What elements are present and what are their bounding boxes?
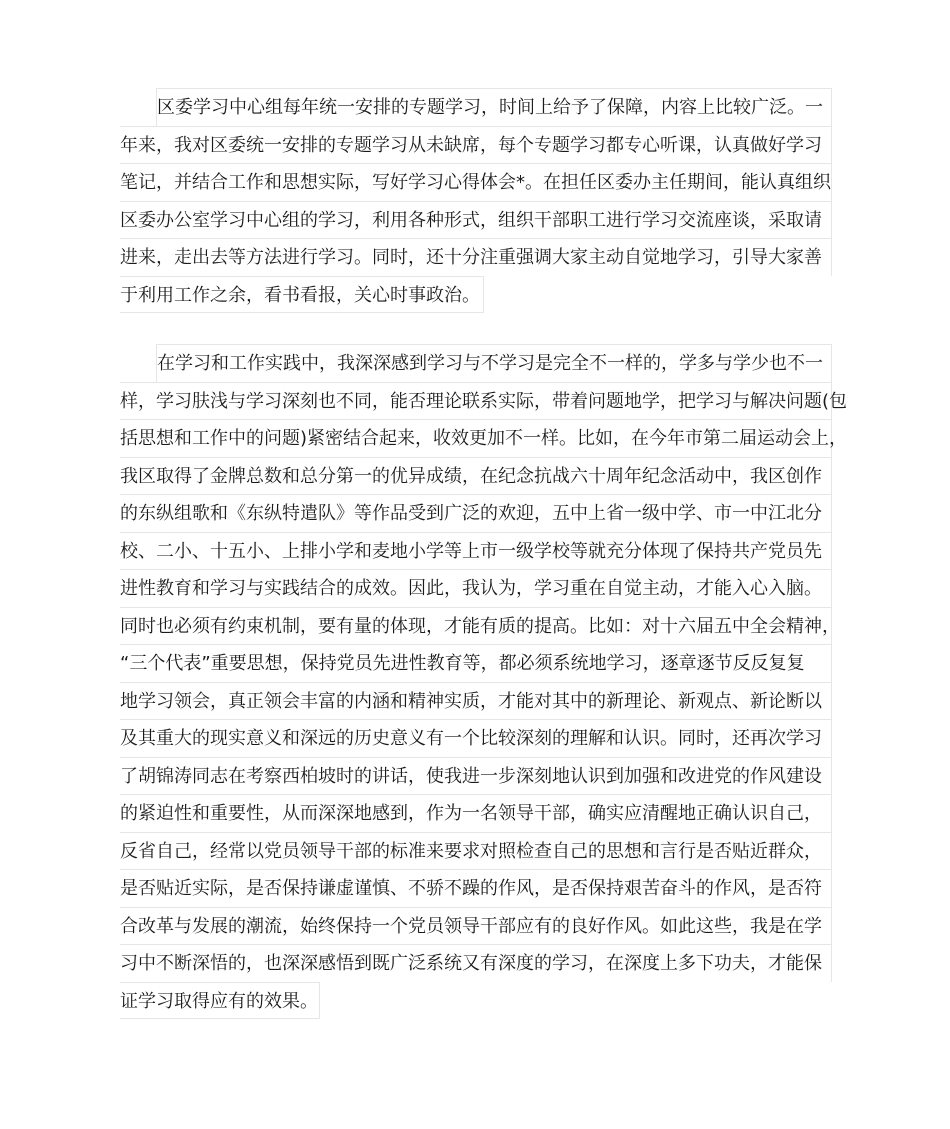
- text-line: 括思想和工作中的问题)紧密结合起来，收效更加不一样。比如，在今年市第二届运动会上，: [120, 419, 832, 457]
- text-line: 的紧迫性和重要性，从而深深地感到，作为一名领导干部，确实应清醒地正确认识自己，: [120, 794, 832, 832]
- text-line: 样，学习肤浅与学习深刻也不同，能否理论联系实际，带着问题地学，把学习与解决问题(包: [120, 382, 832, 420]
- text-line: 进来，走出去等方法进行学习。同时，还十分注重强调大家主动自觉地学习，引导大家善: [120, 238, 832, 276]
- text-line: 于利用工作之余，看书看报，关心时事政治。: [120, 276, 484, 314]
- text-line: 进性教育和学习与实践结合的成效。因此，我认为，学习重在自觉主动，才能入心入脑。: [120, 569, 832, 607]
- text-line: 区委学习中心组每年统一安排的专题学习，时间上给予了保障，内容上比较广泛。一: [156, 88, 832, 126]
- text-line: 地学习领会，真正领会丰富的内涵和精神实质，才能对其中的新理论、新观点、新论断以: [120, 682, 832, 720]
- text-line: 同时也必须有约束机制，要有量的体现，才能有质的提高。比如：对十六届五中全会精神，: [120, 607, 832, 645]
- paragraph-2: [120, 344, 848, 1019]
- text-line: 及其重大的现实意义和深远的历史意义有一个比较深刻的理解和认识。同时，还再次学习: [120, 719, 832, 757]
- text-line: 证学习取得应有的效果。: [120, 982, 320, 1020]
- text-line: 习中不断深悟的，也深深感悟到既广泛系统又有深度的学习，在深度上多下功夫，才能保: [120, 944, 832, 982]
- text-line: 校、二小、十五小、上排小学和麦地小学等上市一级学校等就充分体现了保持共产党员先: [120, 532, 832, 570]
- text-line: 了胡锦涛同志在考察西柏坡时的讲话，使我进一步深刻地认识到加强和改进党的作风建设: [120, 757, 832, 795]
- text-line: 在学习和工作实践中，我深深感到学习与不学习是完全不一样的，学多与学少也不一: [156, 344, 832, 382]
- text-line: 反省自己，经常以党员领导干部的标准来要求对照检查自己的思想和言行是否贴近群众，: [120, 832, 832, 870]
- text-line: 我区取得了金牌总数和总分第一的优异成绩，在纪念抗战六十周年纪念活动中，我区创作: [120, 457, 832, 495]
- text-line: 是否贴近实际，是否保持谦虚谨慎、不骄不躁的作风，是否保持艰苦奋斗的作风，是否符: [120, 869, 832, 907]
- text-line: 区委办公室学习中心组的学习，利用各种形式，组织干部职工进行学习交流座谈，采取请: [120, 201, 832, 239]
- text-line: 年来，我对区委统一安排的专题学习从未缺席，每个专题学习都专心听课，认真做好学习: [120, 126, 832, 164]
- text-line: 的东纵组歌和《东纵特遣队》等作品受到广泛的欢迎，五中上省一级中学、市一中江北分: [120, 494, 832, 532]
- text-line: 笔记，并结合工作和思想实际，写好学习心得体会*。在担任区委办主任期间，能认真组织: [120, 163, 832, 201]
- paragraph-1: [120, 88, 832, 313]
- text-line: “三个代表”重要思想，保持党员先进性教育等，都必须系统地学习，逐章逐节反反复复: [120, 644, 832, 682]
- text-line: 合改革与发展的潮流，始终保持一个党员领导干部应有的良好作风。如此这些，我是在学: [120, 907, 832, 945]
